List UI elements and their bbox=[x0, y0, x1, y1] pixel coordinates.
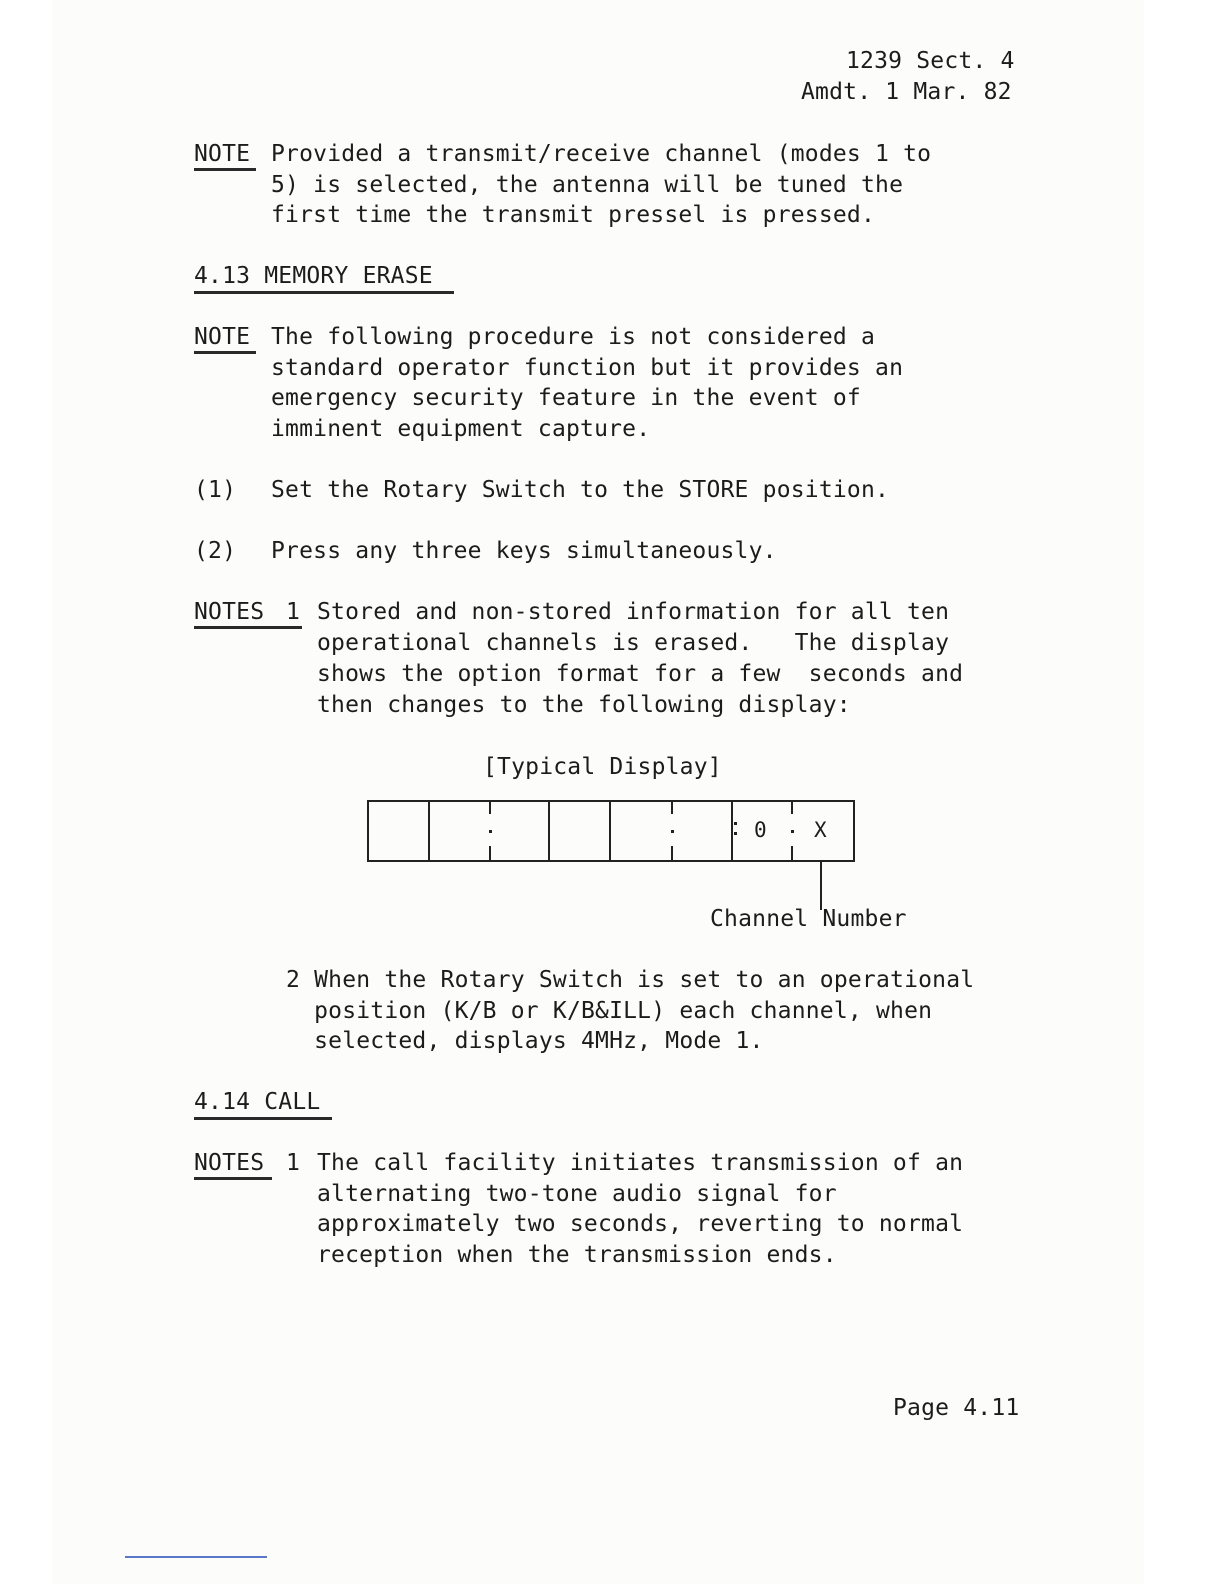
note1-line3: first time the transmit pressel is pressed. bbox=[271, 202, 876, 228]
note2-line2: standard operator function but it provides an bbox=[271, 355, 904, 381]
step-text: Press any three keys simultaneously. bbox=[271, 538, 777, 564]
note-label-underline bbox=[194, 168, 256, 171]
display-colon-dot bbox=[791, 830, 794, 833]
note1-line1: Provided a transmit/receive channel (modes 1 to bbox=[271, 141, 932, 167]
display-separator bbox=[791, 846, 793, 862]
display-digit-zero: 0 bbox=[754, 818, 767, 842]
notes-number: 1 bbox=[286, 1150, 301, 1176]
step-number: (2) bbox=[194, 538, 237, 564]
display-cell bbox=[550, 800, 611, 862]
display-separator bbox=[489, 846, 491, 862]
step-text: Set the Rotary Switch to the STORE position. bbox=[271, 477, 890, 503]
note3-2-line3: selected, displays 4MHz, Mode 1. bbox=[286, 1028, 764, 1054]
display-separator bbox=[671, 800, 673, 814]
display-separator bbox=[489, 800, 491, 814]
display-separator bbox=[791, 800, 793, 814]
display-digit-x: X bbox=[814, 818, 827, 842]
note1-line2: 5) is selected, the antenna will be tuned the bbox=[271, 172, 904, 198]
note2-line1: The following procedure is not considered a bbox=[271, 324, 876, 350]
display-caption: [Typical Display] bbox=[483, 754, 722, 780]
notes3-line1: Stored and non-stored information for all ten bbox=[317, 599, 950, 625]
display-colon-dot bbox=[734, 822, 737, 825]
notes-number: 1 bbox=[286, 599, 301, 625]
notes4-line2: alternating two-tone audio signal for bbox=[317, 1181, 837, 1207]
note-label: NOTE bbox=[194, 141, 251, 167]
header-section-ref: 1239 Sect. 4 bbox=[846, 48, 1015, 74]
callout-line bbox=[820, 862, 822, 910]
bottom-rule bbox=[125, 1556, 267, 1558]
section-heading-underline bbox=[194, 1117, 332, 1120]
notes3-line3: shows the option format for a few seconds and bbox=[317, 661, 964, 687]
notes-label: NOTES bbox=[194, 599, 265, 625]
notes3-line4: then changes to the following display: bbox=[317, 692, 851, 718]
notes4-line1: The call facility initiates transmission of an bbox=[317, 1150, 964, 1176]
notes4-line3: approximately two seconds, reverting to normal bbox=[317, 1211, 964, 1237]
display-colon-dot bbox=[489, 830, 492, 833]
note3-2-line2: position (K/B or K/B&ILL) each channel, when bbox=[286, 998, 933, 1024]
display-separator bbox=[671, 846, 673, 862]
display-cell bbox=[367, 800, 430, 862]
page-number: Page 4.11 bbox=[893, 1395, 1020, 1421]
section-heading-call: 4.14 CALL bbox=[194, 1089, 321, 1115]
header-amendment: Amdt. 1 Mar. 82 bbox=[801, 79, 1012, 105]
note2-line3: emergency security feature in the event of bbox=[271, 385, 861, 411]
notes-label-underline bbox=[194, 1177, 272, 1180]
display-colon-dot bbox=[734, 832, 737, 835]
note-label-underline bbox=[194, 351, 256, 354]
note3-2-line1: 2 When the Rotary Switch is set to an operational bbox=[286, 967, 975, 993]
note2-line4: imminent equipment capture. bbox=[271, 416, 651, 442]
step-number: (1) bbox=[194, 477, 237, 503]
section-heading-memory-erase: 4.13 MEMORY ERASE bbox=[194, 263, 433, 289]
notes-label: NOTES bbox=[194, 1150, 265, 1176]
callout-label-channel-number: Channel Number bbox=[710, 906, 907, 932]
section-heading-underline bbox=[194, 291, 454, 294]
display-colon-dot bbox=[671, 830, 674, 833]
note-label: NOTE bbox=[194, 324, 251, 350]
document-page bbox=[52, 0, 1144, 1584]
notes4-line4: reception when the transmission ends. bbox=[317, 1242, 837, 1268]
notes3-line2: operational channels is erased. The display bbox=[317, 630, 950, 656]
